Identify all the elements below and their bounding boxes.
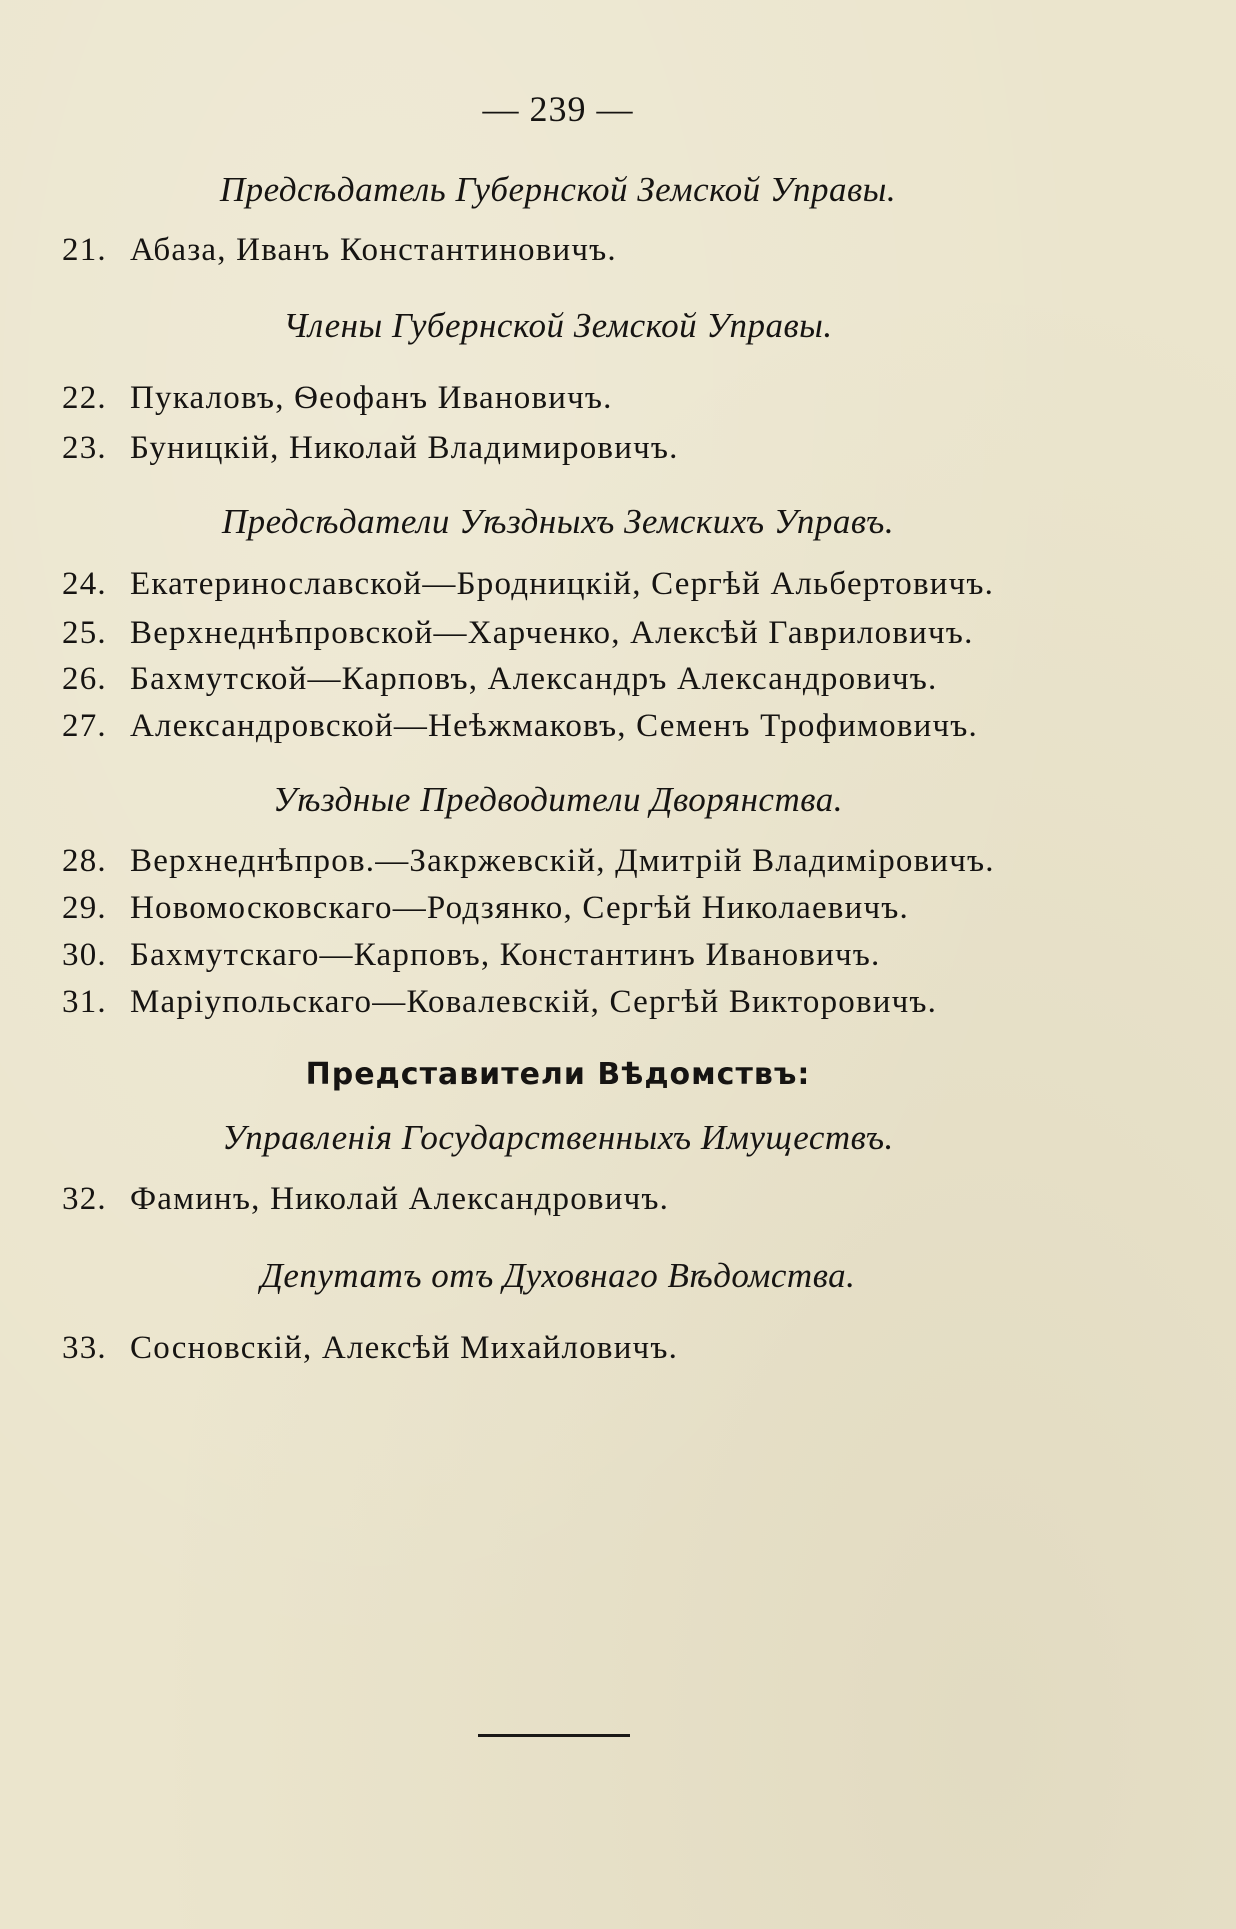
entry-number: 31. — [62, 984, 107, 1020]
entry-text: Фаминъ, Николай Александровичъ. — [130, 1181, 670, 1217]
entry-text: Абаза, Иванъ Константиновичъ. — [130, 232, 617, 268]
entry-text: Новомосковскаго—Родзянко, Сергѣй Николаевичъ. — [130, 890, 909, 926]
entry-text: Пукаловъ, Ѳеофанъ Ивановичъ. — [130, 380, 613, 416]
entry-number: 30. — [62, 937, 107, 973]
entry-number: 27. — [62, 708, 107, 744]
entry-number: 29. — [62, 890, 107, 926]
page-number: — 239 — — [482, 89, 634, 129]
entry-number: 26. — [62, 661, 107, 697]
heading-uezd-chairs: Предсѣдатели Уѣздныхъ Земскихъ Управъ. — [221, 502, 895, 541]
entry-text: Сосновскій, Алексѣй Михайловичъ. — [130, 1330, 679, 1366]
list-item — [62, 1181, 1162, 1218]
list-item — [62, 380, 1162, 417]
heading-gubernia-chair: Предсѣдатель Губернской Земской Управы. — [219, 170, 897, 209]
list-item — [62, 430, 1162, 467]
entry-text: Бахмутской—Карповъ, Александръ Александровичъ. — [130, 661, 938, 697]
entry-text: Верхнеднѣпров.—Закржевскій, Дмитрій Владиміровичъ. — [130, 843, 995, 879]
entry-number: 25. — [62, 615, 107, 651]
entry-text: Александровской—Неѣжмаковъ, Семенъ Трофимовичъ. — [130, 708, 978, 744]
entry-number: 24. — [62, 566, 107, 602]
list-item — [62, 661, 1162, 698]
entry-number: 28. — [62, 843, 107, 879]
entry-number: 22. — [62, 380, 107, 416]
list-item — [62, 708, 1162, 745]
entry-text: Буницкій, Николай Владимировичъ. — [130, 430, 679, 466]
heading-clergy: Депутатъ отъ Духовнаго Вѣдомства. — [260, 1256, 856, 1295]
list-item — [62, 1330, 1162, 1367]
entry-text: Екатеринославской—Бродницкій, Сергѣй Альбертовичъ. — [130, 566, 995, 602]
entry-text: Маріупольскаго—Ковалевскій, Сергѣй Викторовичъ. — [130, 984, 938, 1020]
list-item — [62, 937, 1162, 974]
list-item — [62, 984, 1162, 1021]
heading-representatives: Представители Вѣдомствъ: — [305, 1057, 811, 1092]
heading-gubernia-members: Члены Губернской Земской Управы. — [283, 306, 833, 345]
entry-number: 32. — [62, 1181, 107, 1217]
list-item — [62, 566, 1162, 603]
list-item — [62, 890, 1162, 927]
heading-state-property: Управленія Государственныхъ Имуществъ. — [222, 1118, 894, 1157]
entry-number: 33. — [62, 1330, 107, 1366]
list-item — [62, 615, 1162, 652]
heading-nobility-marshals: Уѣздные Предводители Дворянства. — [273, 780, 843, 819]
entry-number: 23. — [62, 430, 107, 466]
entry-text: Верхнеднѣпровской—Харченко, Алексѣй Гавриловичъ. — [130, 615, 974, 651]
closing-rule — [478, 1734, 630, 1737]
entry-text: Бахмутскаго—Карповъ, Константинъ Ивановичъ. — [130, 937, 881, 973]
list-item — [62, 843, 1162, 880]
entry-number: 21. — [62, 232, 107, 268]
list-item — [62, 232, 1162, 269]
